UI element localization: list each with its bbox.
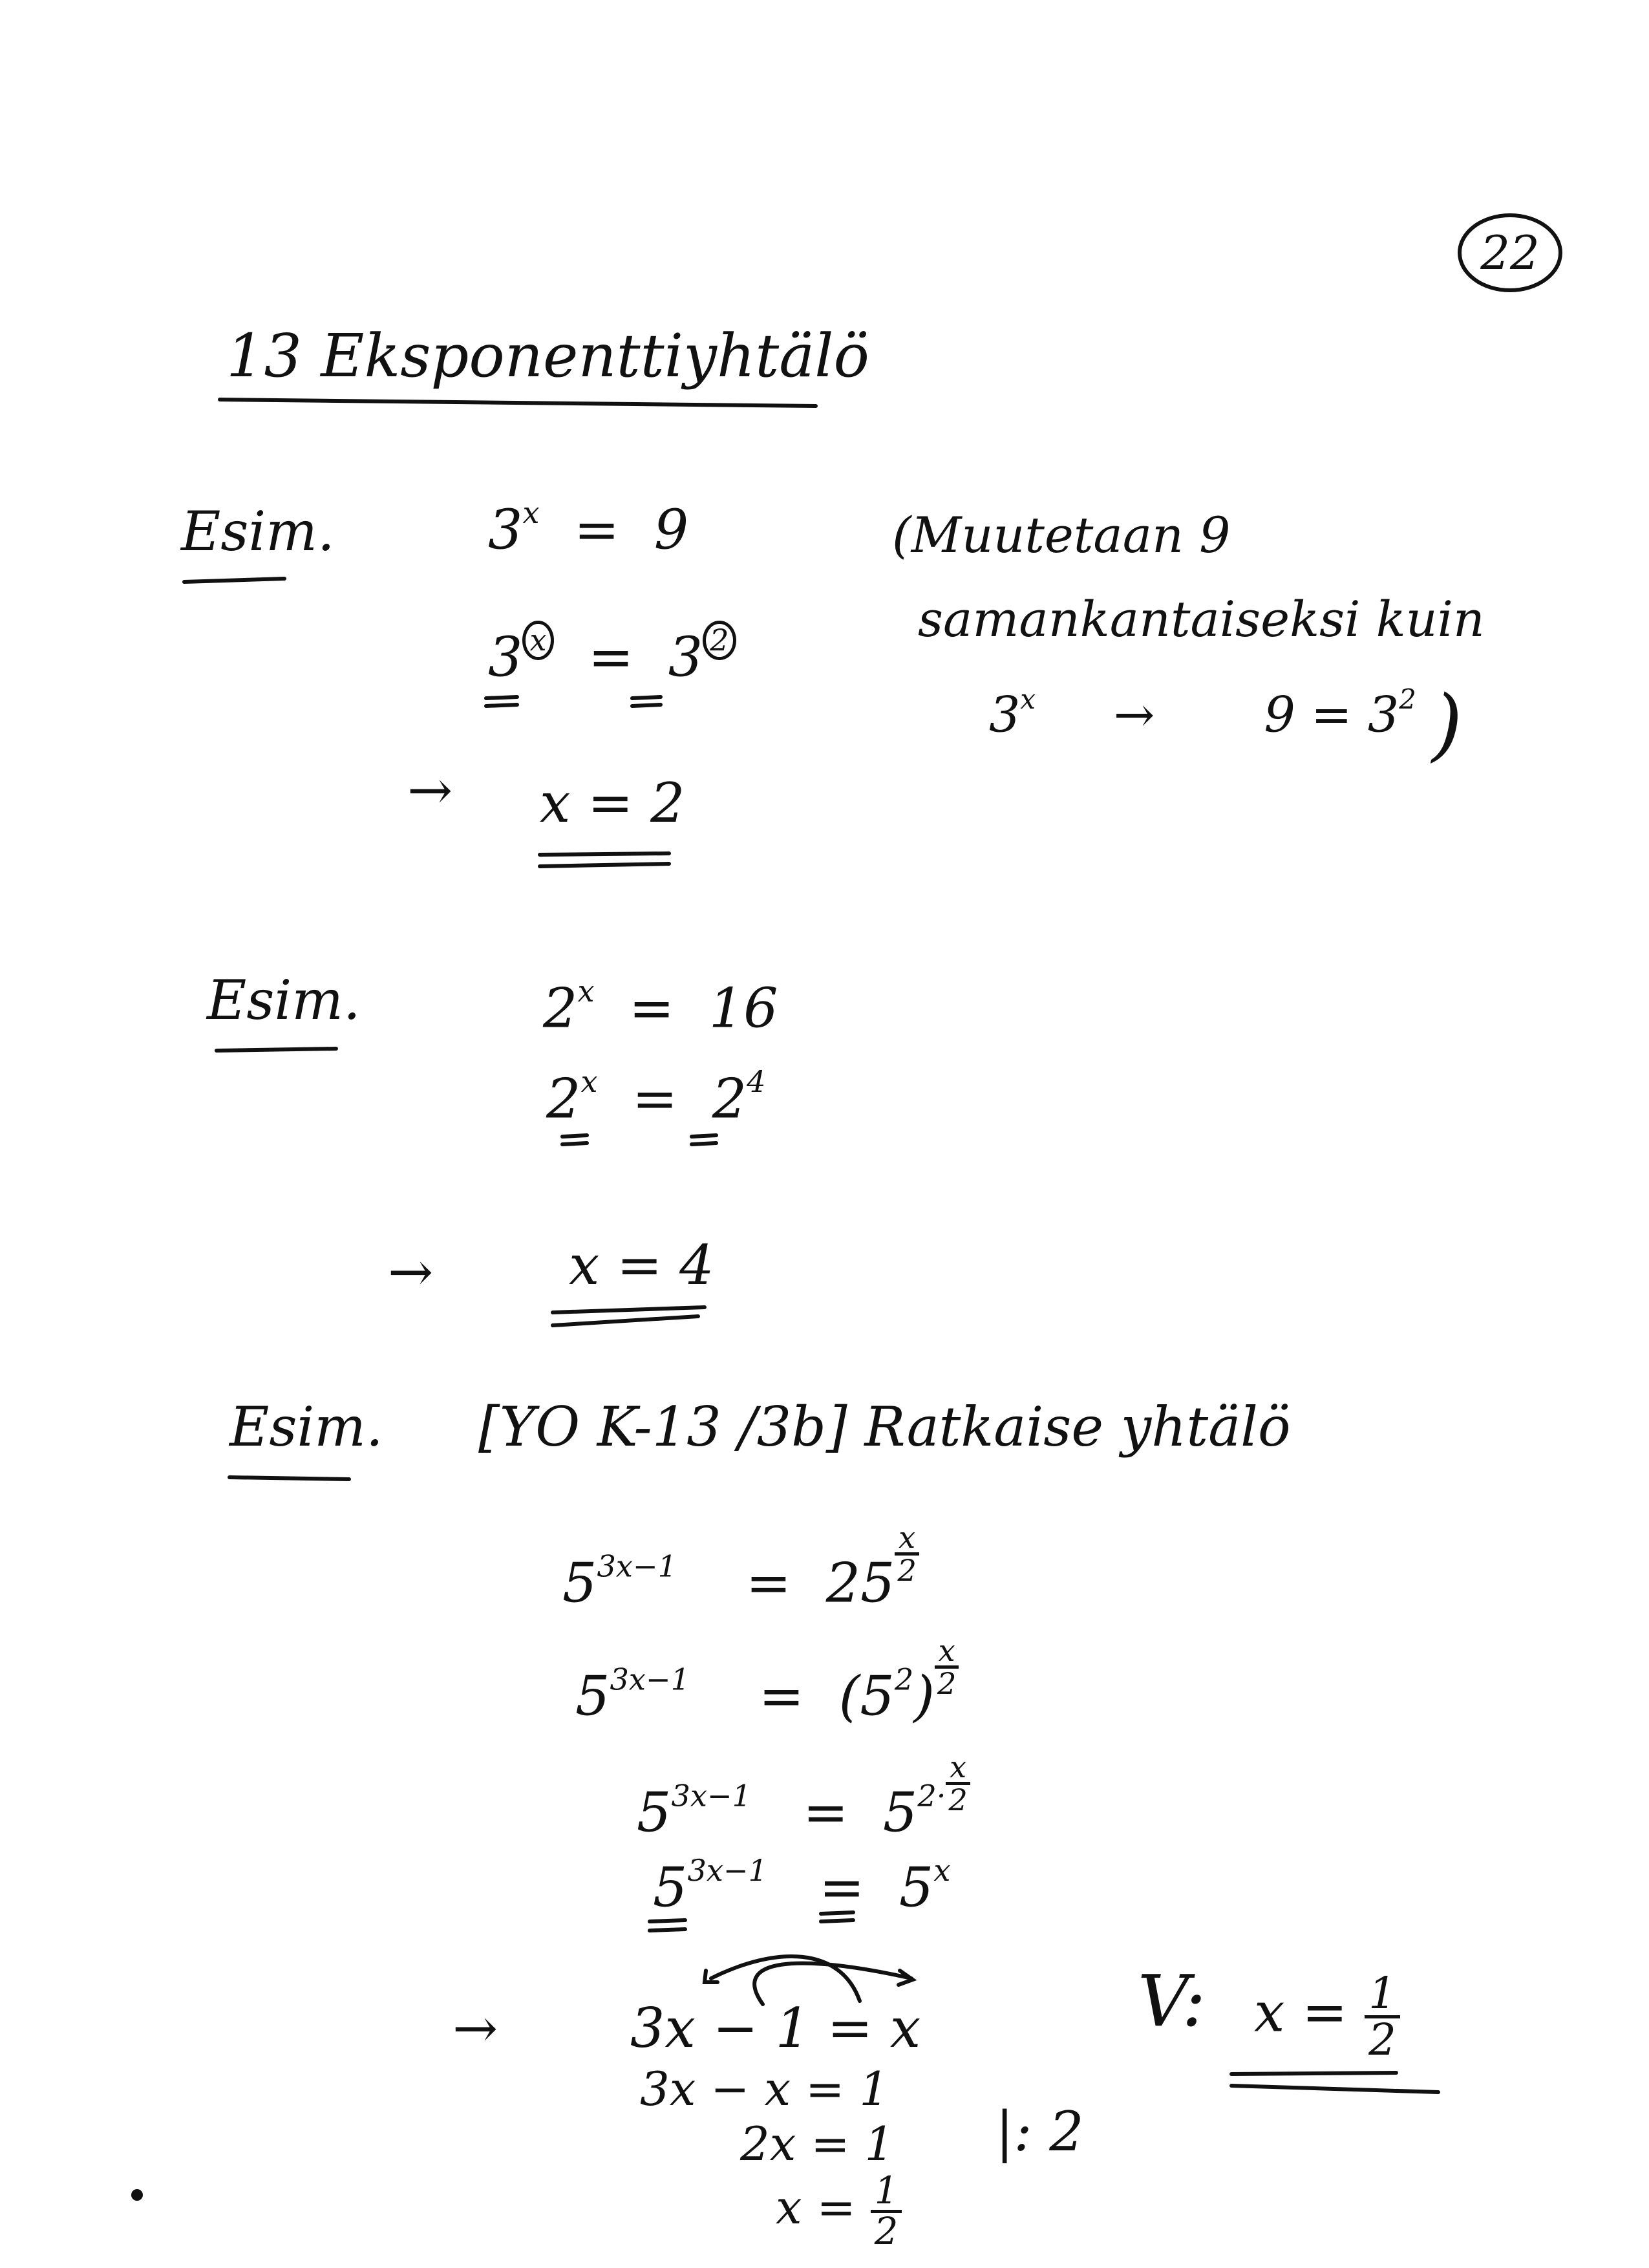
base-underline-3a — [650, 1920, 685, 1921]
ex2-arrow: → — [388, 1240, 434, 1303]
ex2-line1: 2$^x$ = 16 — [543, 974, 778, 1040]
base-underline-1b — [632, 697, 661, 698]
ex3-line1: $5^{3x-1}$ = 25 $\frac{x}{2}$ — [562, 1523, 919, 1610]
ex3-step3: 2x = 1 — [740, 2117, 895, 2171]
ex3-answer: x = $\frac{1}{2}$ — [1254, 1972, 1400, 2062]
ex2-result: x = 4 — [569, 1234, 714, 1297]
ex1-note-line1: (Muutetaan 9 — [892, 506, 1231, 564]
ex3-step2: 3x − x = 1 — [640, 2062, 889, 2116]
result-underline-1 — [540, 853, 669, 855]
ex1-note-line2: samankantaiseksi kuin — [918, 590, 1485, 648]
label-underline-1 — [184, 579, 284, 582]
label-underline-3 — [229, 1477, 349, 1479]
ex3-arrow: → — [452, 1996, 498, 2060]
swap-arrow-right — [711, 1956, 860, 2001]
ex3-task: [YO K-13 /3b] Ratkaise yhtälö — [478, 1395, 1291, 1459]
example-label-2: Esim. — [207, 968, 361, 1032]
ex1-arrow: → — [407, 758, 453, 822]
stray-dot — [131, 2189, 143, 2201]
ex2-line2: $2^x = 2^4$ — [546, 1064, 766, 1131]
example-label-1: Esim. — [181, 500, 335, 563]
ex3-divide-note: |: 2 — [995, 2100, 1084, 2163]
ex3-step1: 3x − 1 = x — [630, 1996, 921, 2060]
ex1-result: x = 2 — [540, 771, 685, 835]
ex3-line4: $5^{3x-1}$ = 5$^x$ — [653, 1853, 951, 1920]
base-underline-1a — [486, 697, 517, 698]
title-underline — [220, 400, 816, 406]
page-number: 22 — [1458, 213, 1562, 292]
base-underline-2b — [692, 1135, 716, 1137]
ex3-line2: $5^{3x-1}$ = $(5^2)$ $\frac{x}{2}$ — [575, 1636, 959, 1724]
ex1-note-line3: 3$^x$ → $9 = 3^2$ ) — [989, 678, 1463, 770]
ex3-step4: x = $\frac{1}{2}$ — [776, 2172, 902, 2250]
example-label-3: Esim. — [229, 1395, 383, 1459]
result-underline-2 — [553, 1307, 705, 1312]
ex3-answer-prefix: V: — [1138, 1960, 1206, 2042]
base-underline-2a — [562, 1135, 587, 1137]
ex3-line3: $5^{3x-1}$ = $5^{2\cdot}$ $\frac{x}{2}$ — [637, 1752, 970, 1840]
ex1-line1: 3$^x$ = 9 — [488, 495, 689, 562]
answer-underline — [1231, 2073, 1396, 2074]
label-underline-2 — [217, 1049, 336, 1051]
section-title: 13 Eksponenttiyhtälö — [226, 321, 869, 390]
ex1-line2: 3 $^x$ = 3 $^2$ — [488, 621, 736, 684]
